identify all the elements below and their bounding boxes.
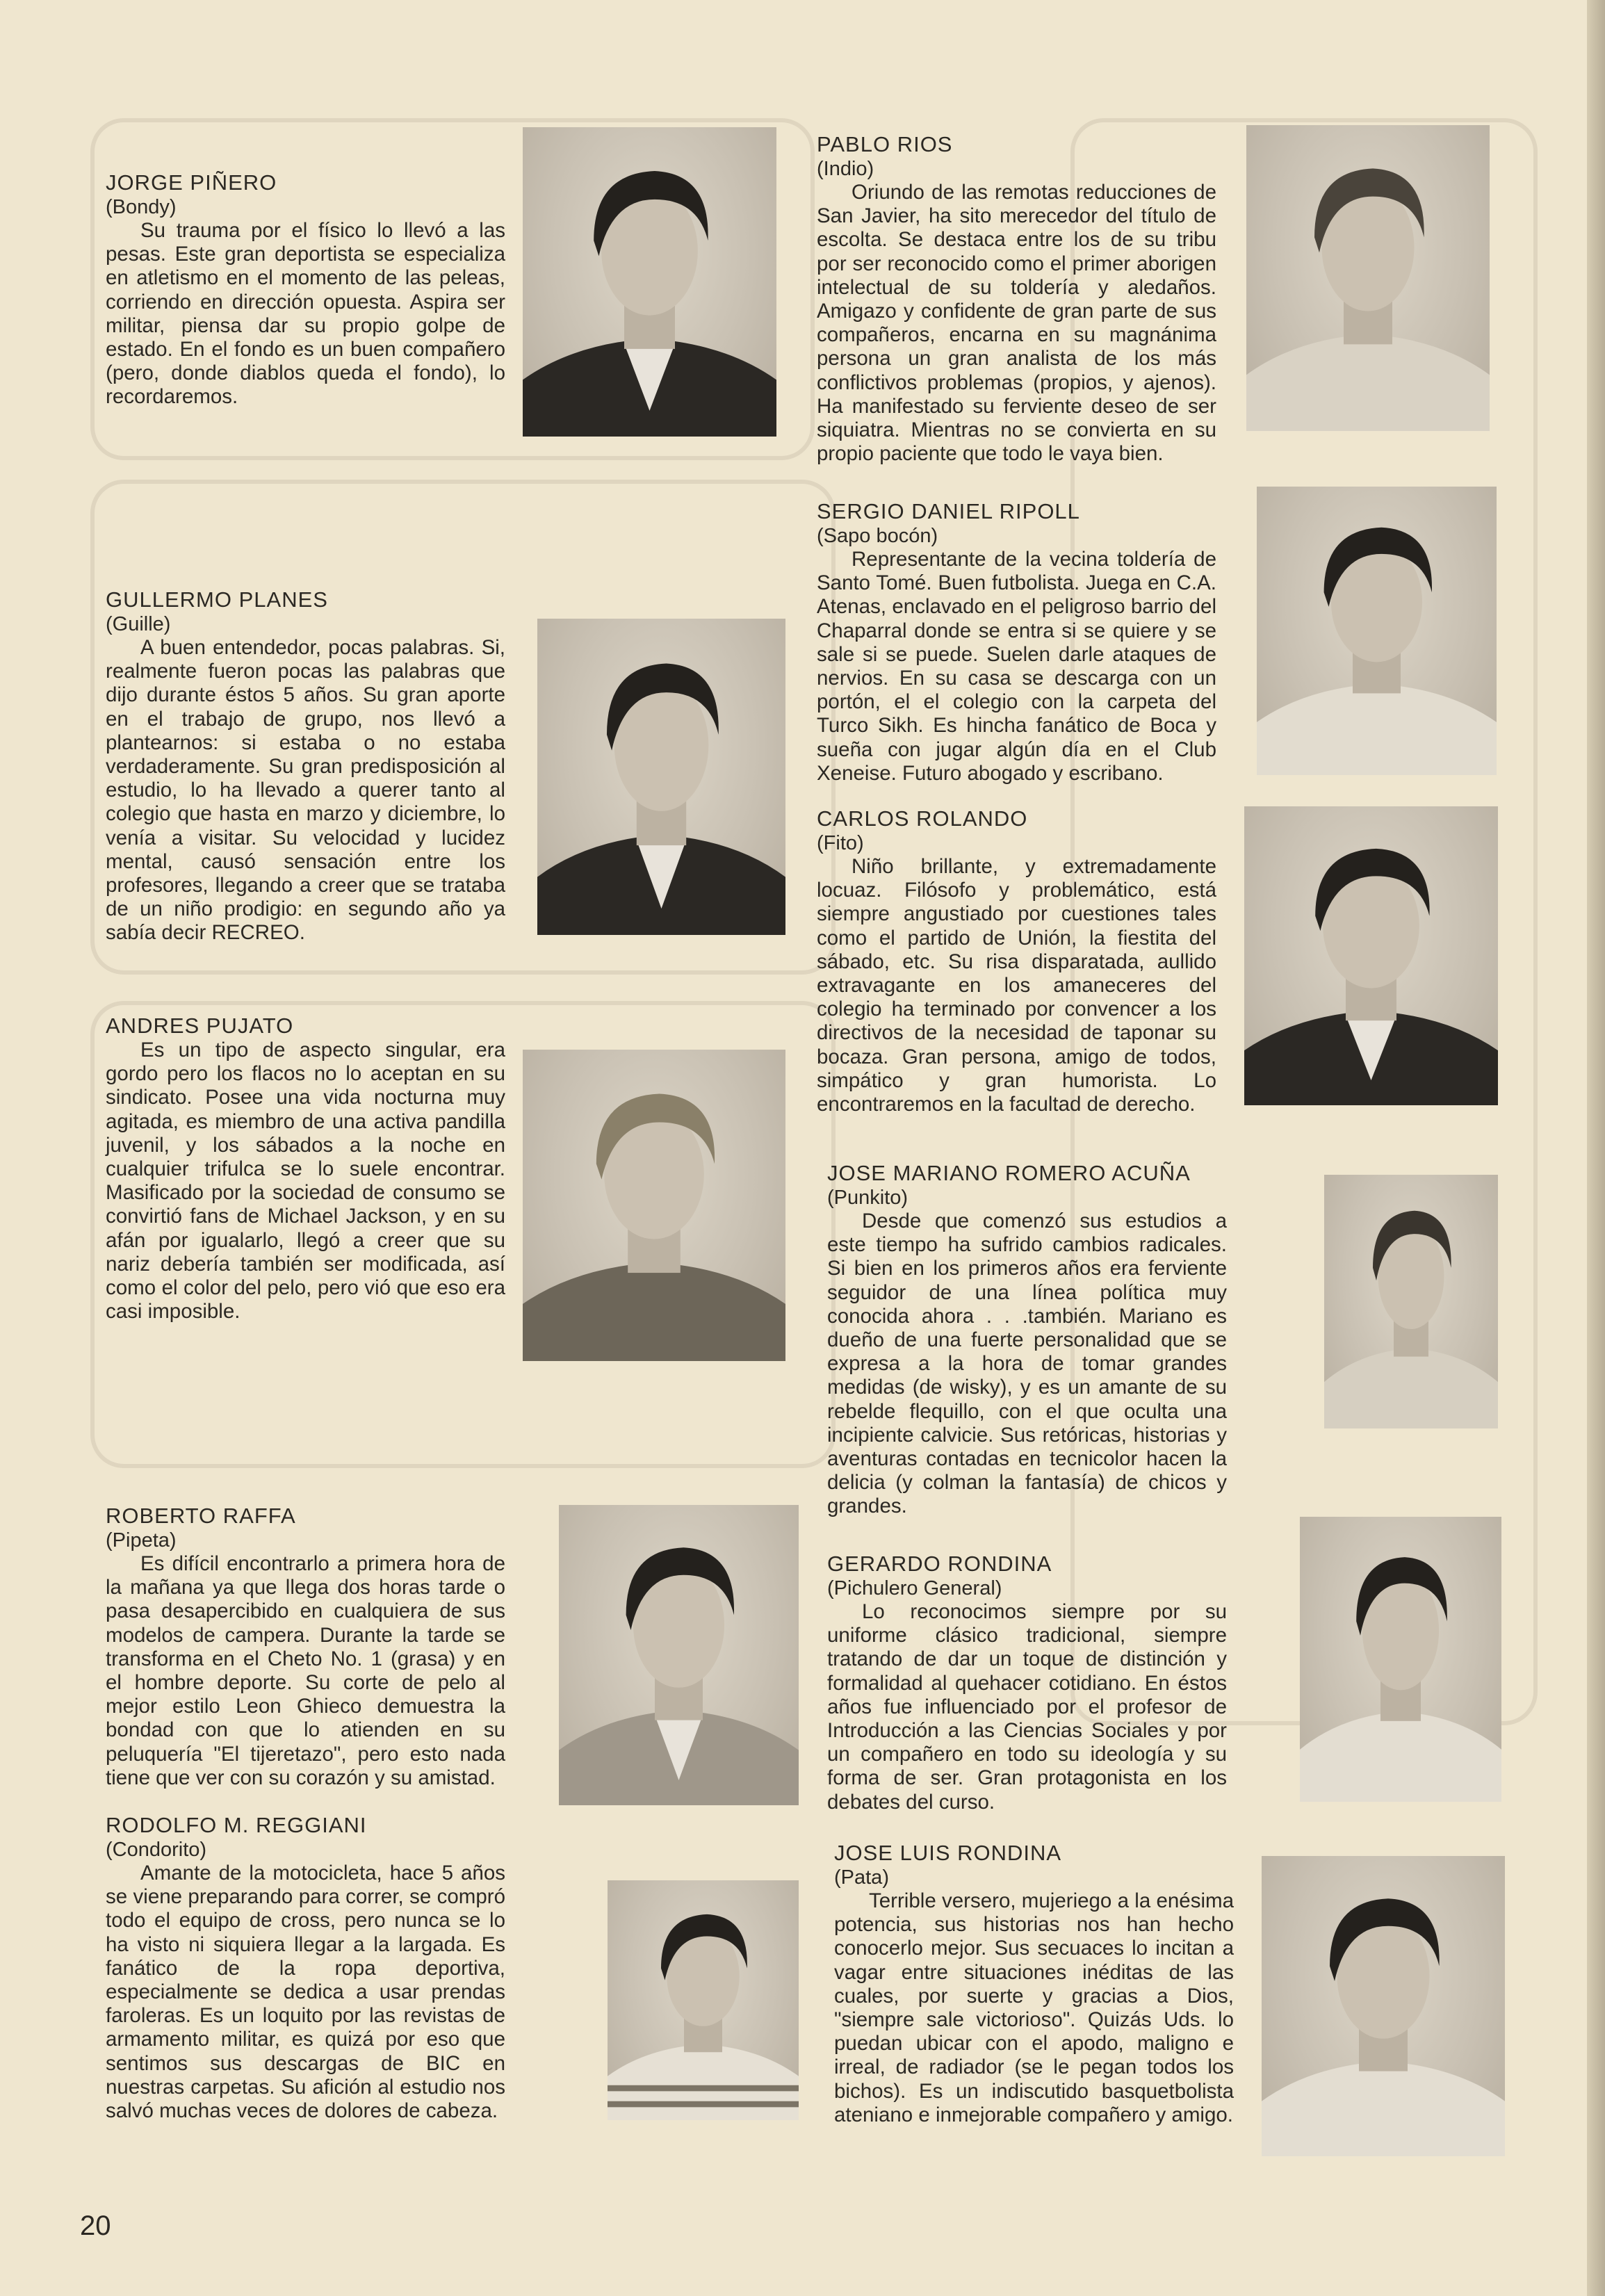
portrait-icon (1300, 1517, 1501, 1802)
student-photo (1324, 1175, 1498, 1428)
student-photo (1262, 1856, 1505, 2156)
student-nickname: (Pipeta) (106, 1529, 177, 1552)
student-bio: Lo reconocimos siempre por su uniforme clásico tradicional, siempre tratando de dar un toque de distinción y formalidad al quehacer cotidiano. En éstos años fue influenciado por el profesor de Introducción a las Ciencias Sociales y por un compañero en todo su ideología y su forma de ser. Gran protagonista en los debates del curso. (827, 1600, 1227, 1814)
student-name: RODOLFO M. REGGIANI (106, 1813, 367, 1837)
portrait-icon (608, 1880, 799, 2120)
student-bio: Amante de la motocicleta, hace 5 años se viene preparando para correr, se compró todo el equipo de cross, pero nunca se lo ha visto ni siquiera llegar a la largada. Es fanático de la ropa deportiva, especialmente se dedica a usar prendas faroleras. Es un loquito por las revistas de armamento militar, es quizá por eso que sentimos sus descargas de BIC en nuestras carpetas. Su afición al estudio nos salvó muchas veces de dolores de cabeza. (106, 1862, 505, 2123)
student-nickname: (Pata) (834, 1866, 889, 1889)
student-photo (559, 1505, 799, 1805)
student-name: JOSE LUIS RONDINA (834, 1841, 1062, 1865)
student-bio: Oriundo de las remotas reducciones de San Javier, ha sito merecedor del título de escolta. Se destaca entre los de su tribu por ser reconocido como el primer aborigen intelectual de su toldería y aledaños. Amigazo y confidente de gran parte de sus compañeros, encarna en su magnánima persona un gran analista de los más conflictivos problemas (propios, y ajenos). Ha manifestado su ferviente deseo de ser siquiatra. Mientras no se convierta en su propio paciente que todo le vaya bien. (817, 181, 1216, 466)
student-bio: Representante de la vecina toldería de Santo Tomé. Buen futbolista. Juega en C.A. Atenas, enclavado en el peligroso barrio del Chaparral donde se entra si se quiere y se sale si se puede. Suelen darle ataques de nervios. En su casa se descarga con un portón, el el colegio con la carpeta del Turco Sikh. Es hincha fanático de Boca y sueña con jugar algún día en el Club Xeneise. Futuro abogado y escribano. (817, 548, 1216, 785)
student-photo (523, 1050, 785, 1361)
student-name: SERGIO DANIEL RIPOLL (817, 499, 1080, 523)
student-name: JOSE MARIANO ROMERO ACUÑA (827, 1161, 1191, 1185)
entry-sergio-ripoll (817, 499, 1216, 785)
student-name: CARLOS ROLANDO (817, 806, 1028, 831)
entry-gerardo-rondina (827, 1552, 1227, 1814)
student-bio: Niño brillante, y extremadamente locuaz. Filósofo y problemático, está siempre angustiado por cuestiones tales como el partido de Unión, la fiestita del sábado, etc. Su risa disparatada, aullido extravagante en los amaneceres del colegio ha terminado por convencer a los directivos de la necesidad de taponar su bocaza. Gran persona, amigo de todos, simpático y gran humorista. Lo encontraremos en la facultad de derecho. (817, 855, 1216, 1116)
student-name: ANDRES PUJATO (106, 1013, 294, 1038)
page-number: 20 (80, 2210, 111, 2241)
student-photo (523, 127, 776, 437)
student-name: PABLO RIOS (817, 132, 953, 156)
student-name: JORGE PIÑERO (106, 170, 277, 195)
entry-roberto-raffa (106, 1504, 505, 1790)
student-photo (1257, 487, 1497, 775)
student-nickname: (Guille) (106, 613, 171, 635)
entry-rodolfo-reggiani (106, 1813, 505, 2123)
student-bio: Terrible versero, mujeriego a la enésima potencia, sus historias nos han hecho conocerlo mejor. Sus secuaces lo incitan a vagar entre situaciones inéditas de las cuales, por suerte y gracias a Dios, "siempre sale victorioso". Quizás Uds. lo puedan ubicar con el apodo, maligno e irreal, de radiador (se le pegan todos los bichos). Es un indiscutido basquetbolista ateniano e inmejorable compañero y amigo. (834, 1889, 1234, 2126)
student-bio: A buen entendedor, pocas palabras. Si, realmente fueron pocas las palabras que dijo durante éstos 5 años. Su gran aporte en el trabajo de grupo, nos llevó a plantearnos: si estaba o no estaba verdaderamente. Su gran predisposición al estudio, lo ha llevado a querer tanto al colegio que hasta en marzo y diciembre, lo venía a visitar. Su velocidad y lucidez mental, causó sensación entre los profesores, llegando a creer que se trataba de un niño prodigio: en segundo año ya sabía decir RECREO. (106, 636, 505, 945)
student-nickname: (Sapo bocón) (817, 525, 938, 547)
entry-jorge-pinero (106, 170, 505, 409)
entry-andres-pujato (106, 1013, 505, 1324)
portrait-icon (1246, 125, 1490, 431)
entry-carlos-rolando (817, 806, 1216, 1116)
student-name: GULLERMO PLANES (106, 587, 328, 612)
page-spine (1587, 0, 1605, 2296)
portrait-icon (523, 127, 776, 437)
portrait-icon (1257, 487, 1497, 775)
student-bio: Es difícil encontrarlo a primera hora de la mañana ya que llega dos horas tarde o pasa desapercibido en cualquiera de sus modelos de campera. Durante la tarde se transforma en el Cheto No. 1 (grasa) y en el hombre deporte. Su corte de pelo al mejor estilo Leon Ghieco demuestra la bondad con que lo atienden en su peluquería "El tijeretazo", pero esto nada tiene que ver con su corazón y su amistad. (106, 1552, 505, 1789)
student-nickname: (Indio) (817, 158, 874, 180)
student-nickname: (Bondy) (106, 196, 177, 218)
student-bio: Su trauma por el físico lo llevó a las pesas. Este gran deportista se especializa en atletismo en el momento de las peleas, corriendo en dirección opuesta. Aspira ser militar, piensa dar su propio golpe de estado. En el fondo es un buen compañero (pero, donde diablos queda el fondo), lo recordaremos. (106, 219, 505, 409)
portrait-icon (1324, 1175, 1498, 1428)
student-nickname: (Condorito) (106, 1839, 207, 1861)
entry-gullermo-planes (106, 587, 505, 945)
portrait-icon (1262, 1856, 1505, 2156)
portrait-icon (1244, 806, 1498, 1105)
student-bio: Es un tipo de aspecto singular, era gordo pero los flacos no lo aceptan en su sindicato. Posee una vida nocturna muy agitada, es miembro de una activa pandilla juvenil, y los sábados a la noche en cualquier trifulca se lo suele encontrar. Masificado por la sociedad de consumo se convirtió fans de Michael Jackson, y en su afán por igualarlo, llegó a creer que su nariz debería también ser modificada, así como el color del pelo, pero vió que eso era casi imposible. (106, 1039, 505, 1324)
student-nickname: (Punkito) (827, 1187, 909, 1209)
portrait-icon (559, 1505, 799, 1805)
portrait-icon (537, 619, 785, 935)
entry-jose-luis-rondina (834, 1841, 1234, 2127)
student-photo (1300, 1517, 1501, 1802)
student-photo (1246, 125, 1490, 431)
entry-pablo-rios (817, 132, 1216, 466)
entry-jose-mariano-romero-acuna (827, 1161, 1227, 1519)
portrait-icon (523, 1050, 785, 1361)
student-photo (1244, 806, 1498, 1105)
student-photo (537, 619, 785, 935)
student-name: GERARDO RONDINA (827, 1552, 1052, 1576)
student-nickname: (Pichulero General) (827, 1577, 1002, 1599)
student-name: ROBERTO RAFFA (106, 1504, 296, 1528)
student-photo (608, 1880, 799, 2120)
student-bio: Desde que comenzó sus estudios a este tiempo ha sufrido cambios radicales. Si bien en los primeros años era ferviente seguidor de una línea política muy conocida ahora . . .también. Mariano es dueño de una fuerte personalidad que se expresa a la hora de tomar grandes medidas (de wisky), y es un amante de su rebelde flequillo, con el que oculta una incipiente calvicie. Sus retóricas, historias y aventuras contadas en tecnicolor hacen la delicia (y colman la fantasía) de chicos y grandes. (827, 1210, 1227, 1518)
student-nickname: (Fito) (817, 832, 864, 854)
